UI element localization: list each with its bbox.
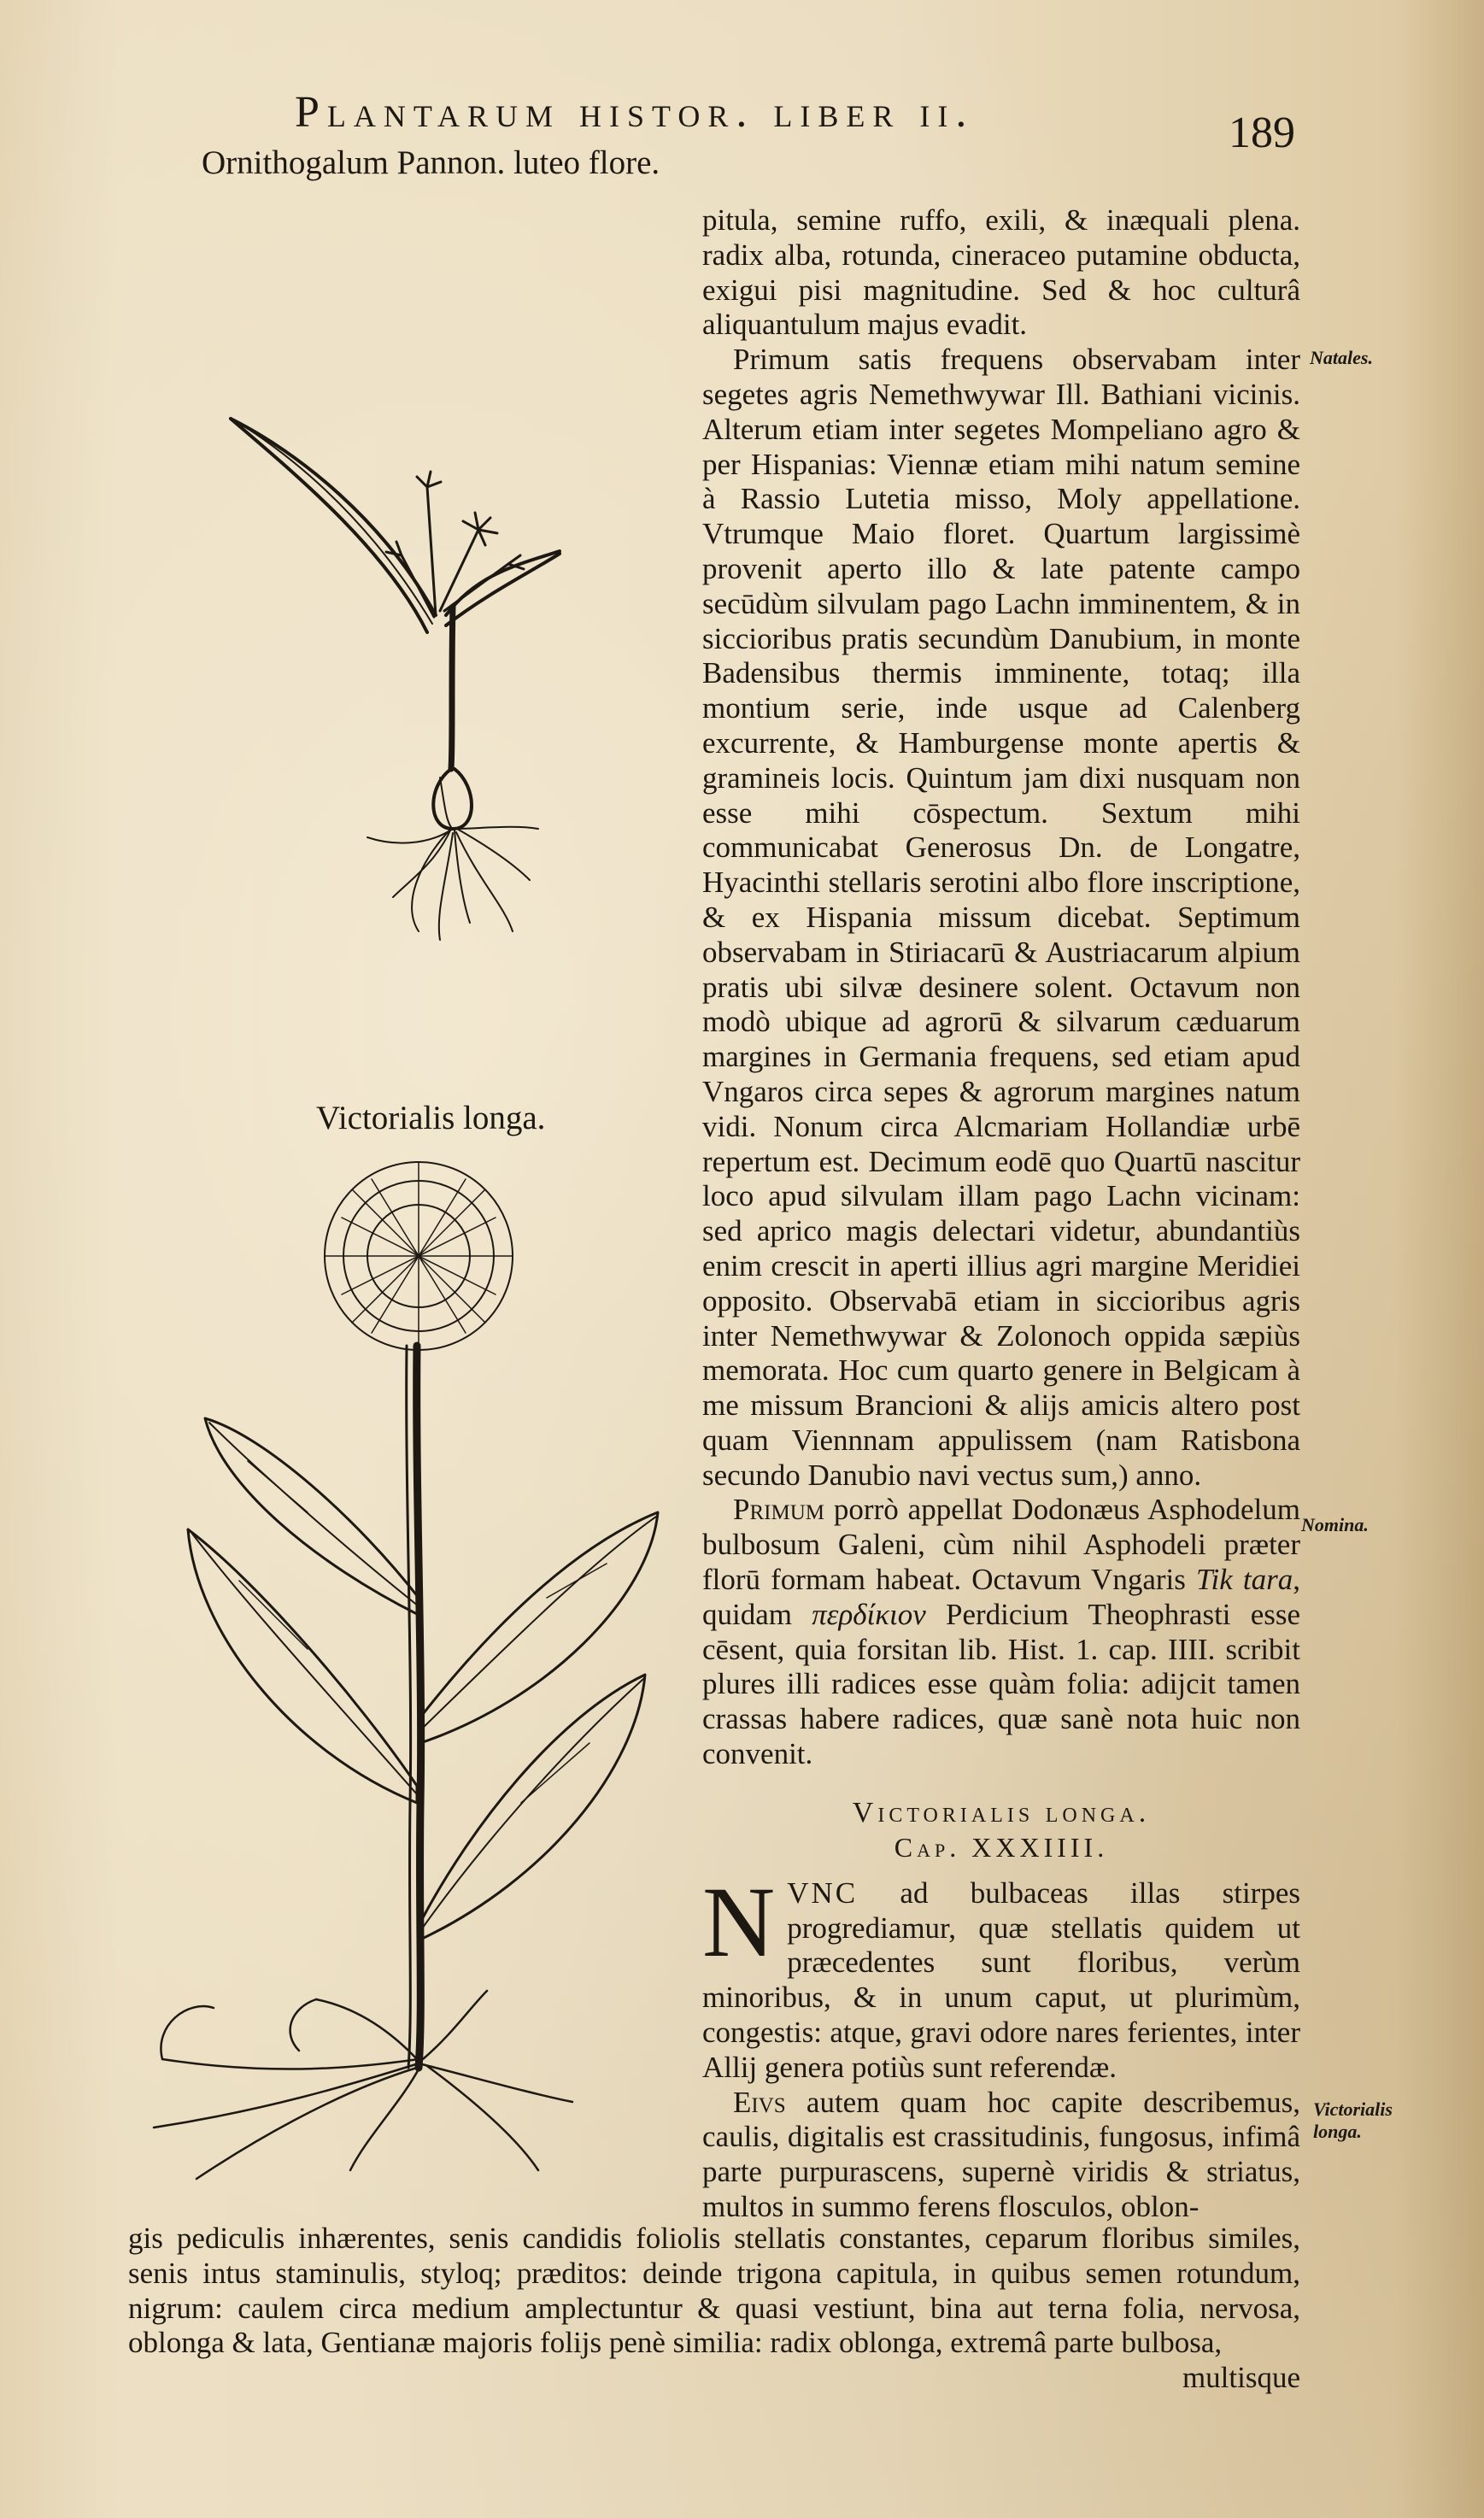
- paragraph-description: pitula, semine ruffo, exili, & inæquali plena. radix alba, rotunda, cineraceo putamine obducta, exigui pisi magnitudine. Sed & hoc culturâ aliquantulum majus evadit.: [702, 203, 1300, 342]
- running-title: Plantarum histor. liber ii.: [295, 88, 975, 137]
- figure-caption-ornithogalum: Ornithogalum Pannon. luteo flore.: [202, 144, 660, 181]
- ornithogalum-woodcut: [222, 402, 581, 948]
- paragraph-text: autem quam hoc capite describemus, caulis, digitalis est crassitudinis, fungosus, infimâ parte purpurascens, supernè viridis & striatus, multos in summo ferens flosculos, oblon-: [702, 2085, 1300, 2224]
- paragraph-text: porrò appellat Dodonæus Asphodelum bulbosum Galeni, cùm nihil Asphodeli præter florū formam habeat. Octavum Vngaris: [702, 1493, 1300, 1597]
- bottom-text-block: [128, 2222, 1300, 2396]
- paragraph-text: Perdicium Theophrasti esse cēsent, quia forsitan lib. Hist. 1. cap. IIII. scribit plures illi radices esse quàm folia: adijcit tamen crassas habere radices, quæ sanè nota huic non convenit.: [702, 1597, 1300, 1771]
- paragraph-stem-description: [702, 2086, 1300, 2225]
- margin-note-nomina: Nomina.: [1301, 1514, 1369, 1535]
- chapter-number: Cap. XXXIIII.: [894, 1831, 1109, 1863]
- victorialis-woodcut: [145, 1153, 675, 2187]
- paragraph-nomina: [702, 1493, 1300, 1771]
- paragraph-lead: Eivs: [733, 2085, 786, 2119]
- page-number: 189: [1229, 109, 1295, 157]
- catchword: multisque: [1182, 2361, 1300, 2395]
- greek-name: περδίκιον: [812, 1597, 926, 1631]
- paragraph-continuation: gis pediculis inhærentes, senis candidis foliolis stellatis constantes, ceparum floribus similes, senis intus staminulis, styloq; præditos: deinde trigona capitula, in quibus semen rotundum, nigrum: caulem circa medium amplectuntur & quasi vestiunt, bina aut terna folia, nervosa, oblonga & lata, Gentianæ majoris folijs penè similia: radix oblonga, extremâ parte bulbosa,: [128, 2222, 1300, 2360]
- paragraph-lead: VNC: [787, 1875, 859, 1910]
- text-column: [702, 203, 1300, 2225]
- vernacular-name: Tik tara: [1195, 1563, 1293, 1597]
- paragraph-text: ad bulbaceas illas stirpes progrediamur, quæ stellatis quidem ut præcedentes sunt floribus, verùm minoribus, & in unum caput, ut plurimùm, congestis: atque, gravi odore nares ferientes, inter Allij genera potiùs sunt referendæ.: [702, 1875, 1300, 2084]
- paragraph-natales: Primum satis frequens observabam inter segetes agris Nemethwywar Ill. Bathiani vicinis. Alterum etiam inter segetes Mompeliano agro & per Hispanias: Viennæ etiam mihi natum semine à Rassio Lutetia misso, Moly appellatione. Vtrumque Maio floret. Quartum largissimè provenit aperto illo & late patente campo secūdùm silvulam pago Lachn imminentem, & in siccioribus pratis secundùm Danubium, in monte Badensibus thermis imminente, totaq; illa montium serie, inde usque ad Calenberg excurrente, & Hamburgense monte apertis & gramineis locis. Quintum jam dixi nusquam non esse mihi cōspectum. Sextum mihi communicabat Generosus Dn. de Longatre, Hyacinthi stellaris serotini albo flore inscriptione, & ex Hispania missum dicebat. Septimum observabam in Stiriacarū & Austriacarum alpium pratis ubi silvæ desinere solent. Octavum non modò ubique ad agrorū & silvarum cæduarum margines in Germania frequens, sed etiam apud Vngaros circa sepes & agrorum margines natum vidi. Nonum circa Alcmariam Hollandiæ urbē repertum est. Decimum eodē quo Quartū nascitur loco apud silvulam illam pago Lachn vicinam: sed aprico magis delectari videtur, abundantiùs enim crescit in aperti illius agri margine Meridiei opposito. Observabā etiam in siccioribus agris inter Nemethwywar & Zolonoch oppida sæpiùs memorata. Hoc cum quarto genere in Belgicam à me missum Brancioni & alijs amicis altero post quam Viennnam appulissem (nam Ratisbona secundo Danubio navi vectus sum,) anno.: [702, 343, 1300, 1492]
- paragraph-text: , quidam: [702, 1563, 1300, 1631]
- figure-caption-victorialis: Victorialis longa.: [316, 1100, 546, 1136]
- paragraph-lead: Primum: [733, 1493, 824, 1527]
- chapter-title: Victorialis longa.: [852, 1796, 1151, 1828]
- drop-cap: N: [702, 1865, 776, 1978]
- margin-note-victorialis: Victorialis longa.: [1313, 2098, 1393, 2142]
- paragraph-chapter-intro: [702, 1865, 1300, 2086]
- margin-note-natales: Natales.: [1310, 347, 1373, 368]
